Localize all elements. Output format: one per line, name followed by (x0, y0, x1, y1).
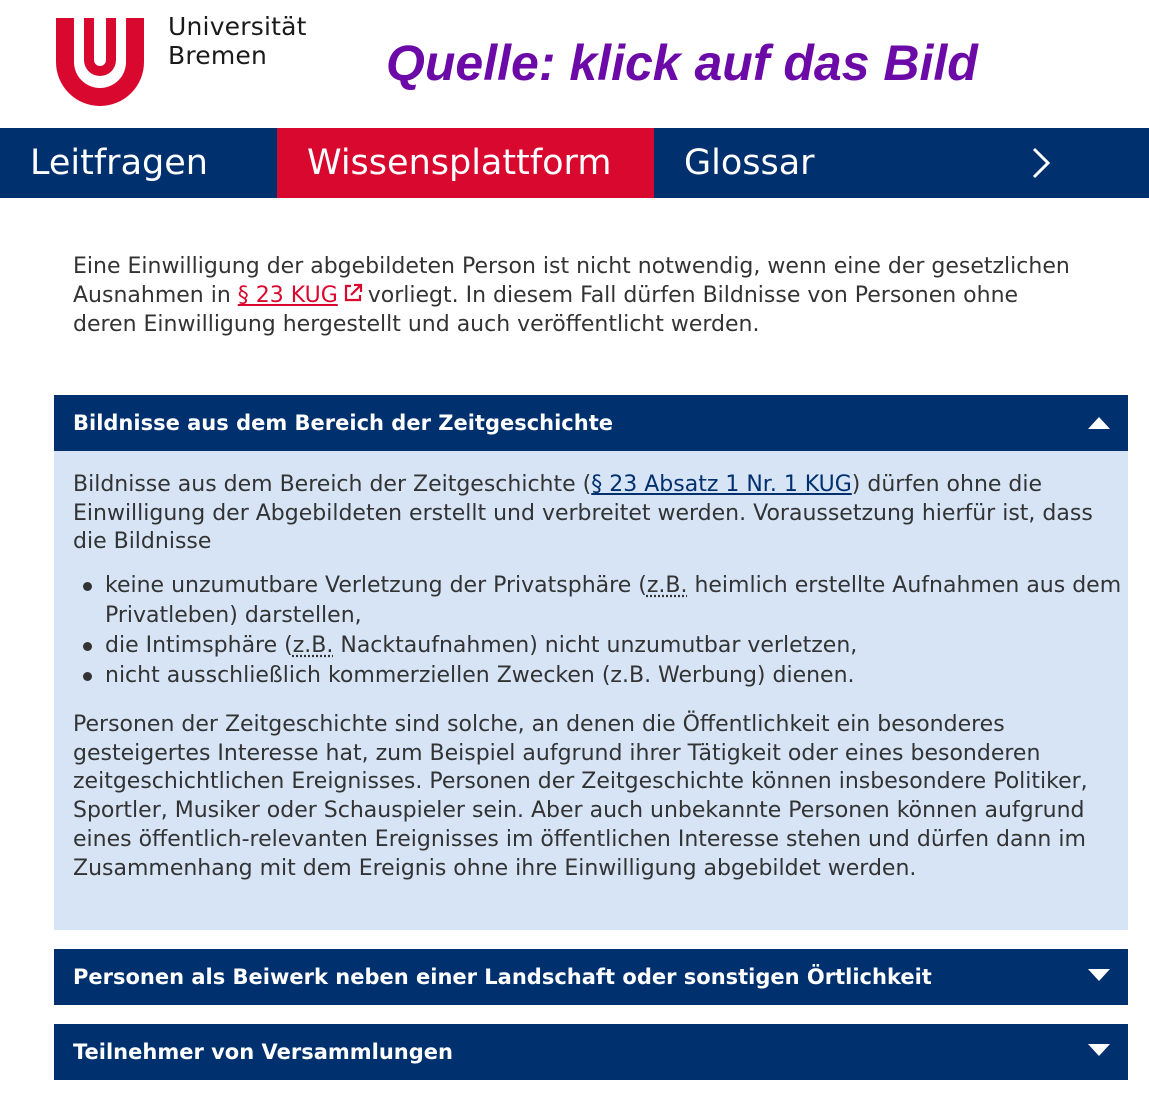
accordion-title: Bildnisse aus dem Bereich der Zeitgeschichte (73, 411, 613, 435)
logo-line-1: Universität (168, 12, 307, 41)
site-header (0, 0, 1149, 128)
triangle-down-icon (1088, 1044, 1110, 1058)
logo-line-2: Bremen (168, 41, 268, 70)
condition-list (73, 571, 1133, 691)
accordion-title: Personen als Beiwerk neben einer Landschaft oder sonstigen Örtlichkeit (73, 965, 932, 989)
tab-leitfragen[interactable]: Leitfragen (30, 143, 208, 183)
accordion-header-beiwerk[interactable] (54, 949, 1128, 1005)
panel-paragraph-1 (73, 471, 1113, 557)
main-nav (0, 128, 1149, 198)
p1-text-before: Bildnisse aus dem Bereich der Zeitgeschichte ( (73, 472, 592, 497)
accordion-header-zeitgeschichte[interactable] (54, 395, 1128, 451)
intro-paragraph (73, 252, 1083, 339)
list-item: die Intimsphäre (z.B. Nacktaufnahmen) nicht unzumutbar verletzen, (73, 631, 1133, 661)
accordion-header-versammlungen[interactable] (54, 1024, 1128, 1080)
abbreviation[interactable]: z.B. (646, 573, 688, 598)
bullet-icon (83, 582, 92, 591)
chevron-right-icon[interactable] (1020, 143, 1060, 183)
triangle-up-icon (1088, 415, 1110, 429)
kug-absatz-link[interactable]: § 23 Absatz 1 Nr. 1 KUG (591, 472, 852, 497)
tab-glossar[interactable]: Glossar (684, 143, 815, 183)
bullet-icon (83, 642, 92, 651)
intro-text-before: Eine Einwilligung der abgebildeten Person ist nicht notwendig, wenn eine der gesetzlichen Ausnahmen in (73, 254, 1070, 308)
p1-text-after: ) dürfen ohne die Einwilligung der Abgebildeten erstellt und verbreitet werden. Voraussetzung hierfür ist, dass die Bildnisse (73, 472, 1093, 554)
triangle-down-icon (1088, 969, 1110, 983)
university-logo-text[interactable] (168, 12, 307, 70)
intro-text-after: vorliegt. In diesem Fall dürfen Bildnisse von Personen ohne deren Einwilligung hergestellt und auch veröffentlicht werden. (73, 283, 1019, 337)
kug-link[interactable]: § 23 KUG (237, 283, 338, 308)
panel-paragraph-2: Personen der Zeitgeschichte sind solche, an denen die Öffentlichkeit ein besonderes gesteigertes Interesse hat, zum Beispiel aufgrund ihrer Tätigkeit oder eines besonderen zeitgeschichtlichen Ereignisses. Personen der Zeitgeschichte können insbesondere Politiker, Sportler, Musiker oder Schauspieler sein. Aber auch unbekannte Personen können aufgrund eines öffentlich-relevanten Ereignisses im öffentlichen Interesse stehen und dürfen dann im Zusammenhang mit dem Ereignis ohne ihre Einwilligung abgebildet werden. (73, 712, 1088, 881)
external-link-icon[interactable] (342, 282, 364, 304)
accordion-title: Teilnehmer von Versammlungen (73, 1040, 453, 1064)
tab-wissensplattform[interactable]: Wissensplattform (277, 128, 654, 198)
university-logo-icon[interactable] (52, 14, 148, 110)
bullet-icon (83, 672, 92, 681)
accordion-panel-zeitgeschichte (54, 451, 1128, 930)
list-item: nicht ausschließlich kommerziellen Zwecken (z.B. Werbung) dienen. (73, 661, 1133, 691)
source-note[interactable]: Quelle: klick auf das Bild (386, 35, 978, 91)
list-item: keine unzumutbare Verletzung der Privatsphäre (z.B. heimlich erstellte Aufnahmen aus dem Privatleben) darstellen, (73, 571, 1133, 631)
abbreviation[interactable]: z.B. (292, 633, 334, 658)
